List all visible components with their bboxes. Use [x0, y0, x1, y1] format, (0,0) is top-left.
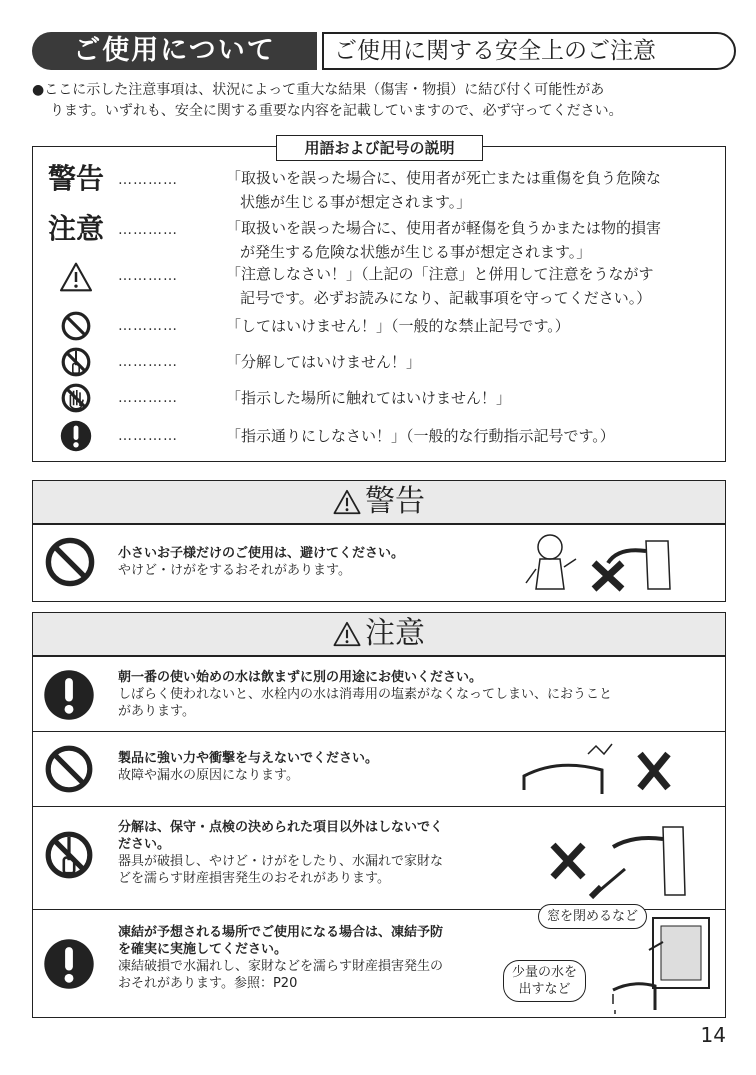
- leader-dots: …………: [118, 318, 178, 334]
- callout-line-2: 出すなど: [518, 982, 571, 997]
- warning-title: 警告: [365, 484, 425, 519]
- intro-line-2: ります。いずれも、安全に関する重要な内容を記載していますので、必ず守ってください。: [50, 103, 623, 119]
- item-heading-line-2: ださい。: [118, 837, 171, 852]
- child-faucet-illustration: [518, 529, 678, 597]
- mandatory-action-icon: [43, 938, 95, 990]
- warning-item-text: [118, 545, 488, 579]
- item-heading-line-2: を確実に実施してください。: [118, 942, 288, 957]
- legend-desc-line-2: が発生する危険な状態が生じる事が想定されます。」: [240, 243, 592, 261]
- item-heading: 小さいお子様だけのご使用は、避けてください。: [118, 546, 405, 561]
- leader-dots: …………: [118, 428, 178, 444]
- item-heading-line-1: 分解は、保守・点検の決められた項目以外はしないでく: [118, 820, 444, 835]
- page-subtitle: ご使用に関する安全上のご注意: [322, 32, 736, 70]
- legend-description: 「指示した場所に触れてはいけません！」: [226, 389, 512, 407]
- caution-item-text: [118, 669, 698, 720]
- warning-triangle-icon: [36, 262, 116, 296]
- legend-desc-line-1: 「取扱いを誤った場合に、使用者が死亡または重傷を負う危険な: [226, 169, 662, 187]
- caution-title: 注意: [365, 616, 425, 651]
- legend-title: 用語および記号の説明: [276, 135, 483, 161]
- prohibition-icon: [43, 535, 97, 589]
- item-body-line-1: 凍結破損で水漏れし、家財などを濡らす財産損害発生の: [118, 959, 444, 974]
- no-touch-icon: [36, 382, 116, 418]
- item-body-line-2: どを濡らす財産損害発生のおそれがあります。: [118, 871, 390, 886]
- leader-dots: …………: [118, 172, 178, 188]
- item-heading: 朝一番の使い始めの水は飲まずに別の用途にお使いください。: [118, 670, 483, 685]
- caution-item: [33, 806, 725, 909]
- intro-line-1: ●ここに示した注意事項は、状況によって重大な結果（傷害・物損）に結び付く可能性があ: [32, 82, 605, 98]
- caution-item-text: [118, 819, 488, 887]
- caution-item-text: [118, 924, 488, 992]
- leader-dots: …………: [118, 354, 178, 370]
- item-body-line-1: しばらく使われないと、水栓内の水は消毒用の塩素がなくなってしまい、におうこと: [118, 687, 613, 702]
- item-heading: 製品に強い力や衝撃を与えないでください。: [118, 751, 379, 766]
- item-heading-line-1: 凍結が予想される場所でご使用になる場合は、凍結予防: [118, 925, 444, 940]
- no-disassembly-icon: [43, 829, 95, 881]
- caution-item: [33, 731, 725, 806]
- caution-word-symbol: 注意: [47, 212, 104, 245]
- legend-description: [226, 166, 716, 214]
- item-body-line-1: 故障や漏水の原因になります。: [118, 768, 299, 783]
- item-body-line-1: 器具が破損し、やけど・けがをしたり、水漏れで家財な: [118, 854, 444, 869]
- callout-run-water: [503, 960, 586, 1002]
- no-disassembly-icon: [36, 346, 116, 382]
- callout-line-1: 少量の水を: [512, 965, 578, 980]
- section-title: ご使用について: [32, 32, 317, 70]
- legend-desc-line-2: 状態が生じる事が想定されます。」: [240, 193, 472, 211]
- caution-item-text: [118, 750, 488, 784]
- item-body-line-2: があります。: [118, 704, 195, 719]
- legend-description: 「してはいけません！」（一般的な禁止記号です。）: [226, 317, 570, 335]
- legend-desc-line-2: 記号です。必ずお読みになり、記載事項を守ってください。）: [240, 289, 652, 307]
- item-body-line-2: おそれがあります。参照：P20: [118, 976, 298, 991]
- warning-word-symbol: 警告: [47, 162, 104, 195]
- page-number: 14: [700, 1023, 726, 1047]
- warning-triangle-icon: [333, 489, 361, 515]
- callout-close-window: 窓を閉めるなど: [538, 904, 647, 929]
- leader-dots: …………: [118, 222, 178, 238]
- warning-triangle-icon: [333, 621, 361, 647]
- legend-description: 「分解してはいけません！」: [226, 353, 422, 371]
- disassembly-illustration: [543, 817, 693, 901]
- mandatory-action-icon: [43, 669, 95, 721]
- caution-item: [33, 909, 725, 1022]
- intro-text: [32, 80, 732, 122]
- legend-description: 「指示通りにしなさい！」（一般的な行動指示記号です。）: [226, 427, 615, 445]
- faucet-impact-illustration: [518, 736, 678, 802]
- leader-dots: …………: [118, 390, 178, 406]
- warning-header: [33, 481, 725, 524]
- mandatory-action-icon: [36, 420, 116, 456]
- leader-dots: …………: [118, 268, 178, 284]
- caution-header: [33, 613, 725, 656]
- caution-box: [32, 612, 726, 1018]
- legend-desc-line-1: 「取扱いを誤った場合に、使用者が軽傷を負うかまたは物的損害: [226, 219, 662, 237]
- warning-box: [32, 480, 726, 602]
- item-body: やけど・けがをするおそれがあります。: [118, 563, 351, 578]
- prohibition-icon: [43, 743, 95, 795]
- warning-item: [33, 524, 725, 601]
- legend-description: [226, 262, 716, 310]
- caution-item: [33, 656, 725, 731]
- legend-desc-line-1: 「注意しなさい！」（上記の「注意」と併用して注意をうながす: [226, 265, 654, 283]
- prohibition-icon: [36, 310, 116, 346]
- legend-description: [226, 216, 716, 264]
